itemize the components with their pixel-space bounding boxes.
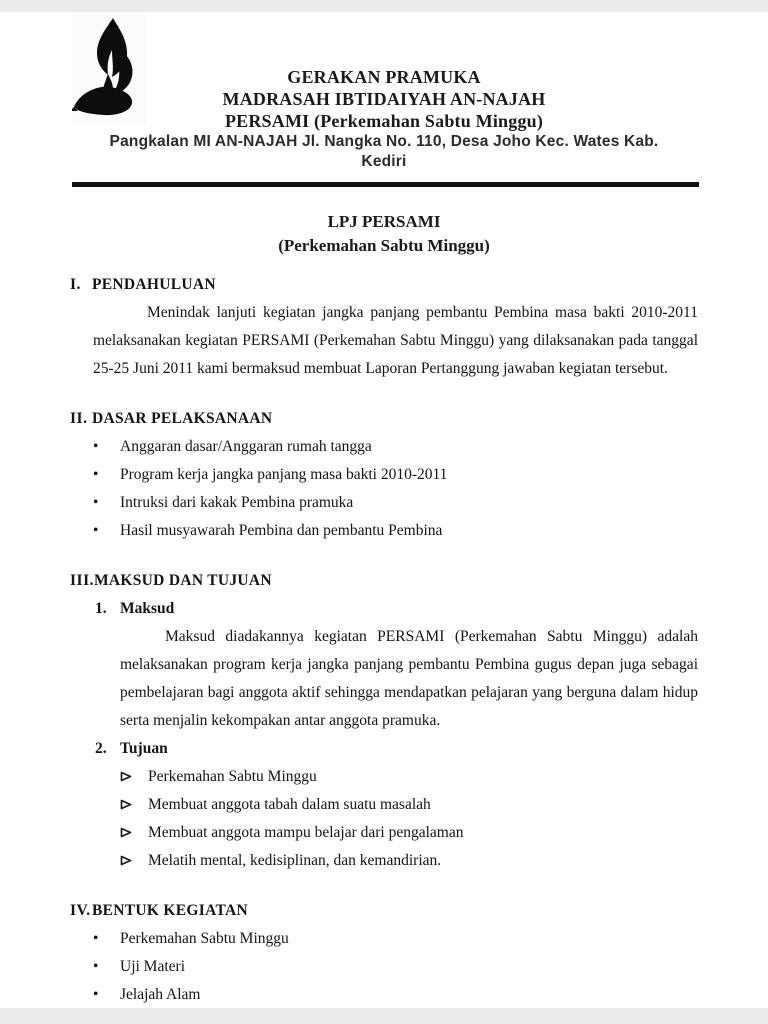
arrowhead-bullet-icon (120, 848, 148, 876)
list-item-text: Membuat anggota tabah dalam suatu masalah (148, 796, 431, 813)
letterhead-org-line: GERAKAN PRAMUKA (287, 67, 481, 87)
section-heading-text: MAKSUD DAN TUJUAN (93, 572, 272, 589)
section-pendahuluan (70, 271, 698, 383)
subsection-number: 2. (95, 740, 107, 757)
list-item-text: Program kerja jangka panjang masa bakti 2010-2011 (120, 466, 448, 483)
section-dasar-pelaksanaan (70, 405, 698, 545)
document-title-line2: (Perkemahan Sabtu Minggu) (278, 236, 490, 255)
list-item (70, 763, 698, 791)
list-item (70, 953, 698, 981)
document-title-line1: LPJ PERSAMI (327, 212, 441, 231)
section-heading (70, 897, 698, 925)
subsection-maksud (70, 595, 698, 735)
section-heading (70, 271, 698, 299)
list-item (70, 925, 698, 953)
section-heading (70, 405, 698, 433)
list-item-text: Anggaran dasar/Anggaran rumah tangga (120, 438, 372, 455)
subsection-number: 1. (95, 600, 107, 617)
section-heading (70, 567, 698, 595)
letterhead-address-line2: Kediri (361, 153, 407, 170)
list-item-text: Uji Materi (120, 958, 185, 975)
document-page (0, 12, 768, 1008)
section-paragraph: Menindak lanjuti kegiatan jangka panjang pembantu Pembina masa bakti 2010-2011 melaksanakan kegiatan PERSAMI (Perkemahan Sabtu Minggu) yang dilaksanakan pada tanggal 25-25 Juni 2011 kami bermaksud membuat Laporan Pertanggung jawaban kegiatan tersebut. (93, 304, 698, 377)
section-heading-text: DASAR PELAKSANAAN (92, 410, 273, 427)
list-item (70, 819, 698, 847)
subsection-heading (70, 735, 698, 763)
arrowhead-bullet-icon (120, 764, 148, 792)
list-item (70, 517, 698, 545)
list-item (70, 461, 698, 489)
list-item (70, 433, 698, 461)
letterhead-divider (72, 182, 699, 187)
list-item-text: Intruksi dari kakak Pembina pramuka (120, 494, 354, 511)
document-title (0, 210, 768, 258)
section-numeral: II. (70, 410, 88, 427)
list-item-text: Perkemahan Sabtu Minggu (148, 768, 317, 785)
subsection-title: Tujuan (120, 740, 168, 757)
list-item-text: Jelajah Alam (120, 986, 201, 1003)
bullet-icon: • (93, 958, 99, 975)
section-numeral: III. (70, 572, 94, 589)
list-item (70, 791, 698, 819)
bullet-icon: • (93, 438, 99, 455)
letterhead-event-line: PERSAMI (Perkemahan Sabtu Minggu) (224, 111, 544, 131)
section-bentuk-kegiatan (70, 897, 698, 1009)
bullet-icon: • (93, 930, 99, 947)
section-numeral: IV. (70, 902, 91, 919)
bullet-icon: • (93, 986, 99, 1003)
letterhead-school-line: MADRASAH IBTIDAIYAH AN-NAJAH (222, 89, 546, 109)
section-numeral: I. (70, 276, 81, 293)
scout-logo-icon (72, 12, 146, 124)
subsection-heading (70, 595, 698, 623)
list-item (70, 489, 698, 517)
subsection-title: Maksud (120, 600, 175, 617)
arrowhead-bullet-icon (120, 820, 148, 848)
section-heading-text: PENDAHULUAN (92, 276, 216, 293)
section-heading-text: BENTUK KEGIATAN (92, 902, 248, 919)
bullet-icon: • (93, 466, 99, 483)
subsection-tujuan (70, 735, 698, 875)
arrowhead-bullet-icon (120, 792, 148, 820)
letterhead-address-line1: Pangkalan MI AN-NAJAH Jl. Nangka No. 110, Desa Joho Kec. Wates Kab. (109, 133, 659, 150)
bullet-icon: • (93, 522, 99, 539)
letterhead (0, 12, 768, 187)
list-item (70, 981, 698, 1009)
subsection-paragraph: Maksud diadakannya kegiatan PERSAMI (Perkemahan Sabtu Minggu) adalah melaksanakan program kerja jangka panjang pembantu Pembina gugus depan juga sebagai pembelajaran bagi anggota aktif sehingga mendapatkan pelajaran yang berguna dalam hidup serta menjalin kekompakan antar anggota pramuka. (120, 628, 698, 729)
document-body (70, 271, 698, 1009)
section-maksud-dan-tujuan (70, 567, 698, 875)
list-item-text: Hasil musyawarah Pembina dan pembantu Pembina (120, 522, 443, 539)
list-item-text: Perkemahan Sabtu Minggu (120, 930, 289, 947)
list-item (70, 847, 698, 875)
list-item-text: Membuat anggota mampu belajar dari pengalaman (148, 824, 464, 841)
bullet-icon: • (93, 494, 99, 511)
list-item-text: Melatih mental, kedisiplinan, dan kemandirian. (148, 852, 442, 869)
